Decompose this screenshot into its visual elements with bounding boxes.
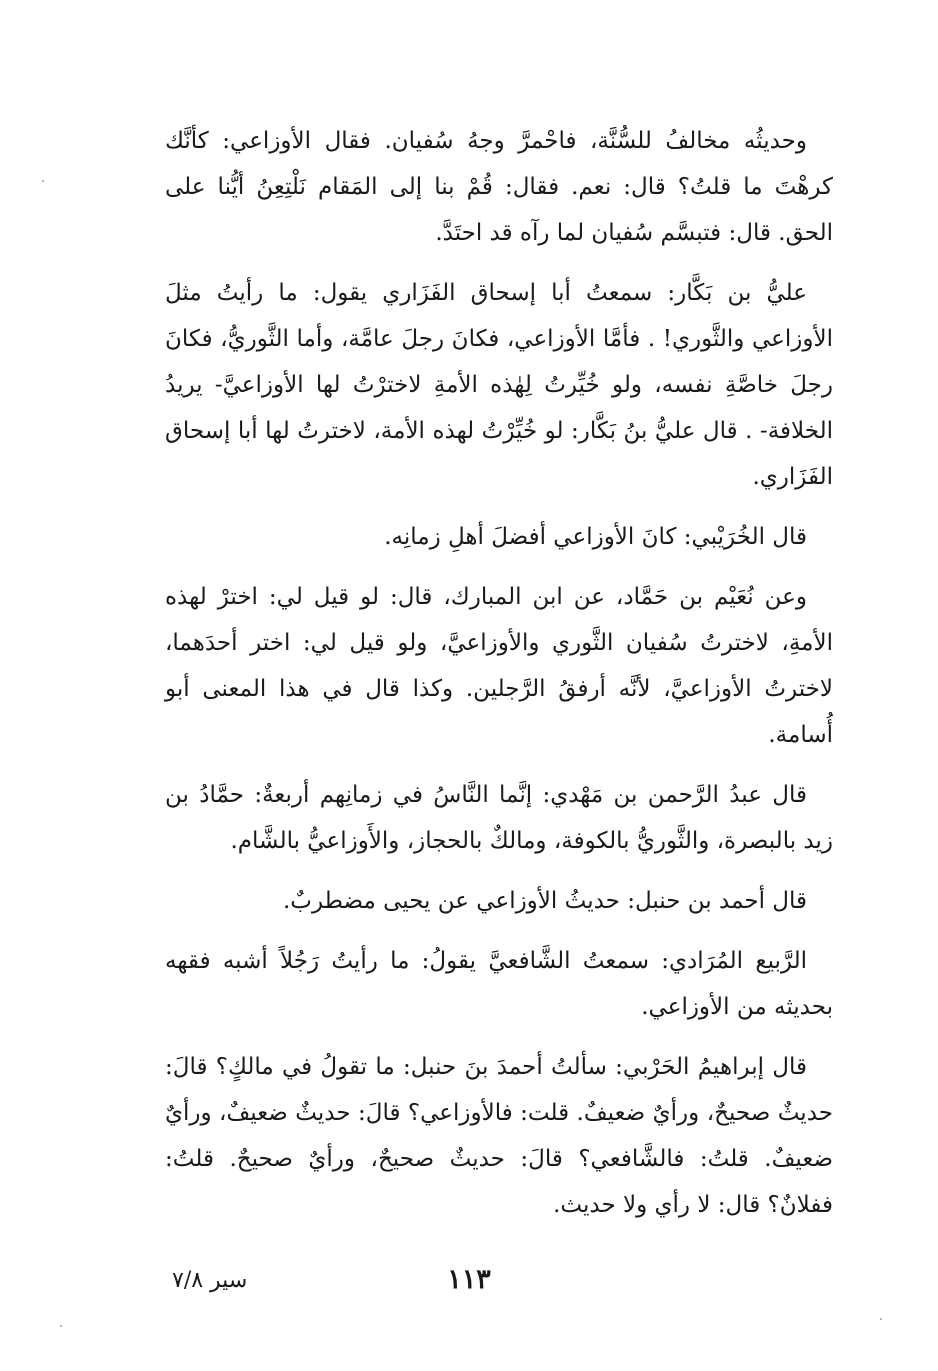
paragraph: وعن نُعَيْم بن حَمَّاد، عن ابن المبارك، قال: لو قيل لي: اخترْ لهذه الأمةِ، لاخترتُ سُفيان الثَّوري والأوزاعيَّ، ولو قيل لي: اختر أحدَهما، لاخترتُ الأوزاعيَّ، لأنَّه أرفقُ الرَّجلين. وكذا قال في هذا المعنى أبو أُسامة. [165,584,833,748]
paragraph: قال إبراهيمُ الحَرْبي: سألتُ أحمدَ بنَ حنبل: ما تقولُ في مالكٍ؟ قالَ: حديثٌ صحيحٌ، ورأيٌ ضعيفٌ. قلت: فالأوزاعي؟ قالَ: حديثٌ ضعيفٌ، ورأيٌ ضعيفٌ. قلتُ: فالشَّافعي؟ قالَ: حديثٌ صحيحٌ، ورأيٌ صحيحٌ. قلتُ: ففلانٌ؟ قال: لا رأي ولا حديث. [165,1054,833,1218]
paragraph: عليُّ بن بَكَّار: سمعتُ أبا إسحاق الفَزَاري يقول: ما رأيتُ مثلَ الأوزاعي والثَّوري! . فأمَّا الأوزاعي، فكانَ رجلَ عامَّة، وأما الثَّوريُّ، فكانَ رجلَ خاصَّةِ نفسه، ولو خُيِّرتُ لِهٰذه الأمةِ لاخترْتُ لها الأوزاعيَّ- يريدُ الخلافة- . قال عليُّ بنُ بَكَّار: لو خُيِّرْتُ لهذه الأمة، لاخترتُ لها أبا إسحاق الفَزَاري. [165,280,833,490]
scan-speck [60,1325,62,1327]
body-text [165,118,833,1242]
paragraph: وحديثُه مخالفُ للسُّنَّة، فاحْمرَّ وجهُ سُفيان. فقال الأوزاعي: كأنَّك كرهْتَ ما قلتُ؟ قال: نعم. فقال: قُمْ بنا إلى المَقام نَلْتِعِنُ أيُّنا على الحق. قال: فتبسَّم سُفيان لما رآه قد احتَدَّ. [165,128,833,246]
paragraph: قال أحمد بن حنبل: حديثُ الأوزاعي عن يحيى مضطربٌ. [282,888,807,914]
scan-speck [42,180,44,182]
page-number: ١١٣ [447,1264,491,1295]
paragraph: قال الخُرَيْبي: كانَ الأوزاعي أفضلَ أهلِ زمانِه. [384,524,807,550]
scan-speck [880,1318,882,1320]
volume-signature: سير ٧/٨ [172,1268,248,1293]
paragraph: الرَّبيع المُرَادي: سمعتُ الشَّافعيَّ يقولُ: ما رأيتُ رَجُلاً أشبه فقهه بحديثه من الأوزاعي. [165,948,833,1020]
paragraph: قال عبدُ الرَّحمن بن مَهْدي: إنَّما النَّاسُ في زمانِهم أربعةٌ: حمَّادُ بن زيد بالبصرة، والثَّوريُّ بالكوفة، ومالكٌ بالحجاز، والأَوزاعيُّ بالشَّام. [165,782,833,854]
